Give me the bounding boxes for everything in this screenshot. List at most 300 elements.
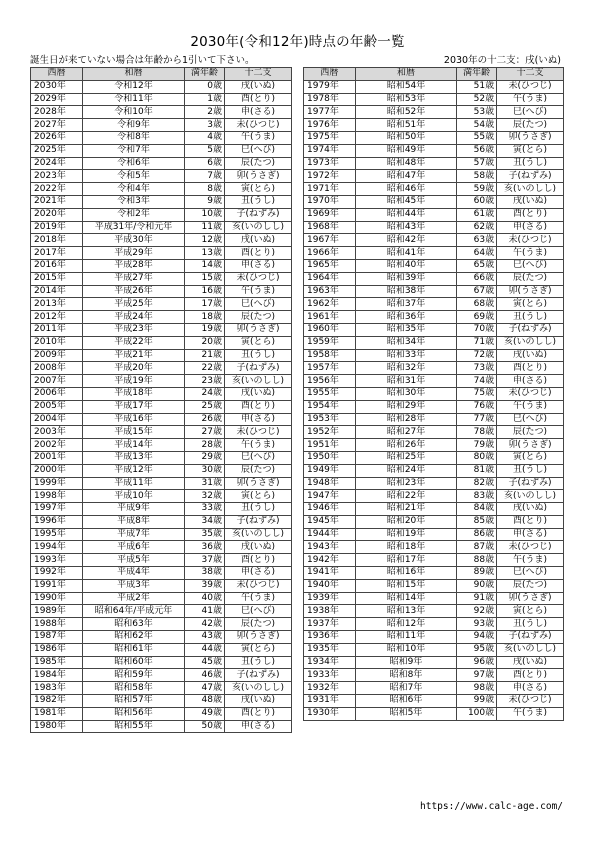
cell-japanese-era: 昭和62年 [83,631,185,644]
cell-age: 93歳 [457,618,497,631]
cell-zodiac: 子(ねずみ) [225,515,292,528]
cell-japanese-era: 平成16年 [83,413,185,426]
cell-japanese-era: 昭和53年 [355,93,456,106]
cell-age: 6歳 [185,157,225,170]
cell-japanese-era: 昭和58年 [83,682,185,695]
cell-japanese-era: 昭和11年 [355,631,456,644]
cell-western-year: 1983年 [31,682,83,695]
cell-western-year: 1930年 [304,707,356,720]
cell-zodiac: 巳(へび) [225,605,292,618]
cell-zodiac: 申(さる) [497,528,564,541]
cell-age: 68歳 [457,298,497,311]
table-row [31,426,292,439]
cell-western-year: 2011年 [31,323,83,336]
cell-japanese-era: 昭和18年 [355,541,456,554]
cell-western-year: 2002年 [31,439,83,452]
cell-japanese-era: 昭和8年 [355,669,456,682]
cell-age: 98歳 [457,682,497,695]
cell-western-year: 1946年 [304,503,356,516]
cell-western-year: 2006年 [31,387,83,400]
cell-japanese-era: 昭和33年 [355,349,456,362]
cell-western-year: 2029年 [31,93,83,106]
cell-japanese-era: 昭和25年 [355,451,456,464]
cell-western-year: 1991年 [31,579,83,592]
cell-age: 3歳 [185,119,225,132]
cell-age: 4歳 [185,131,225,144]
cell-age: 33歳 [185,503,225,516]
table-row [31,272,292,285]
cell-western-year: 1971年 [304,183,356,196]
table-row [304,695,564,708]
cell-western-year: 1941年 [304,567,356,580]
cell-age: 37歳 [185,554,225,567]
table-row [304,170,564,183]
cell-age: 52歳 [457,93,497,106]
cell-japanese-era: 平成25年 [83,298,185,311]
cell-japanese-era: 昭和13年 [355,605,456,618]
cell-zodiac: 丑(うし) [225,349,292,362]
cell-zodiac: 巳(へび) [225,144,292,157]
cell-age: 90歳 [457,579,497,592]
cell-age: 36歳 [185,541,225,554]
cell-western-year: 2009年 [31,349,83,362]
cell-zodiac: 卯(うさぎ) [225,323,292,336]
cell-age: 60歳 [457,195,497,208]
cell-japanese-era: 昭和46年 [355,183,456,196]
table-row [31,631,292,644]
cell-age: 63歳 [457,234,497,247]
cell-western-year: 2019年 [31,221,83,234]
cell-japanese-era: 昭和41年 [355,247,456,260]
cell-japanese-era: 昭和20年 [355,515,456,528]
cell-zodiac: 巳(へび) [497,567,564,580]
cell-japanese-era: 平成19年 [83,375,185,388]
cell-zodiac: 戌(いぬ) [497,503,564,516]
age-table-left [30,67,292,733]
cell-western-year: 2021年 [31,195,83,208]
cell-western-year: 2026年 [31,131,83,144]
cell-western-year: 2003年 [31,426,83,439]
cell-zodiac: 丑(うし) [497,618,564,631]
cell-western-year: 1957年 [304,362,356,375]
cell-age: 15歳 [185,272,225,285]
cell-zodiac: 亥(いのしし) [225,528,292,541]
table-row [31,349,292,362]
cell-zodiac: 丑(うし) [497,157,564,170]
cell-zodiac: 戌(いぬ) [497,349,564,362]
table-header-row [31,68,292,81]
cell-age: 20歳 [185,336,225,349]
cell-age: 62歳 [457,221,497,234]
cell-age: 86歳 [457,528,497,541]
cell-japanese-era: 平成29年 [83,247,185,260]
cell-age: 64歳 [457,247,497,260]
cell-japanese-era: 昭和60年 [83,656,185,669]
cell-zodiac: 申(さる) [497,375,564,388]
cell-japanese-era: 昭和52年 [355,106,456,119]
cell-japanese-era: 昭和15年 [355,579,456,592]
cell-zodiac: 午(うま) [497,93,564,106]
cell-zodiac: 丑(うし) [225,656,292,669]
cell-western-year: 1953年 [304,413,356,426]
cell-zodiac: 辰(たつ) [225,464,292,477]
cell-japanese-era: 昭和39年 [355,272,456,285]
cell-age: 45歳 [185,656,225,669]
cell-japanese-era: 昭和37年 [355,298,456,311]
cell-western-year: 2001年 [31,451,83,464]
table-row [304,413,564,426]
cell-age: 89歳 [457,567,497,580]
cell-japanese-era: 昭和42年 [355,234,456,247]
cell-japanese-era: 昭和45年 [355,195,456,208]
cell-japanese-era: 昭和9年 [355,656,456,669]
cell-western-year: 1977年 [304,106,356,119]
table-row [31,362,292,375]
cell-western-year: 1939年 [304,592,356,605]
cell-zodiac: 卯(うさぎ) [497,285,564,298]
cell-japanese-era: 平成20年 [83,362,185,375]
cell-japanese-era: 平成26年 [83,285,185,298]
age-table-left-body [31,80,292,733]
cell-japanese-era: 昭和63年 [83,618,185,631]
cell-zodiac: 未(ひつじ) [497,80,564,93]
cell-japanese-era: 昭和40年 [355,259,456,272]
cell-western-year: 1932年 [304,682,356,695]
cell-age: 28歳 [185,439,225,452]
cell-japanese-era: 平成17年 [83,400,185,413]
cell-age: 74歳 [457,375,497,388]
cell-zodiac: 卯(うさぎ) [497,592,564,605]
cell-western-year: 1951年 [304,439,356,452]
table-row [304,490,564,503]
cell-western-year: 1976年 [304,119,356,132]
cell-age: 26歳 [185,413,225,426]
table-row [31,541,292,554]
cell-age: 50歳 [185,720,225,733]
cell-japanese-era: 平成13年 [83,451,185,464]
cell-zodiac: 未(ひつじ) [225,579,292,592]
table-row [31,387,292,400]
cell-western-year: 1994年 [31,541,83,554]
table-row [304,119,564,132]
cell-western-year: 1974年 [304,144,356,157]
cell-japanese-era: 令和10年 [83,106,185,119]
cell-zodiac: 亥(いのしし) [225,375,292,388]
cell-age: 79歳 [457,439,497,452]
cell-japanese-era: 平成14年 [83,439,185,452]
cell-western-year: 1970年 [304,195,356,208]
cell-japanese-era: 平成9年 [83,503,185,516]
cell-zodiac: 巳(へび) [225,298,292,311]
cell-zodiac: 子(ねずみ) [497,477,564,490]
cell-zodiac: 午(うま) [225,592,292,605]
table-row [31,707,292,720]
cell-age: 99歳 [457,695,497,708]
table-row [31,464,292,477]
cell-age: 67歳 [457,285,497,298]
cell-age: 91歳 [457,592,497,605]
cell-age: 2歳 [185,106,225,119]
cell-western-year: 1935年 [304,643,356,656]
cell-japanese-era: 昭和14年 [355,592,456,605]
cell-zodiac: 午(うま) [497,247,564,260]
table-row [304,80,564,93]
cell-age: 95歳 [457,643,497,656]
cell-western-year: 1942年 [304,554,356,567]
cell-zodiac: 寅(とら) [497,605,564,618]
cell-age: 58歳 [457,170,497,183]
age-table-right-body [304,80,564,720]
cell-western-year: 1967年 [304,234,356,247]
footer-url[interactable]: https://www.calc-age.com/ [420,801,563,812]
cell-western-year: 1949年 [304,464,356,477]
table-row [31,413,292,426]
cell-zodiac: 未(ひつじ) [497,695,564,708]
table-row [304,541,564,554]
cell-japanese-era: 昭和6年 [355,695,456,708]
cell-western-year: 1963年 [304,285,356,298]
cell-japanese-era: 昭和28年 [355,413,456,426]
table-row [31,285,292,298]
cell-western-year: 1981年 [31,707,83,720]
cell-japanese-era: 令和3年 [83,195,185,208]
cell-age: 56歳 [457,144,497,157]
cell-western-year: 2013年 [31,298,83,311]
cell-western-year: 2028年 [31,106,83,119]
cell-western-year: 1950年 [304,451,356,464]
cell-age: 30歳 [185,464,225,477]
cell-japanese-era: 平成21年 [83,349,185,362]
cell-zodiac: 午(うま) [225,285,292,298]
cell-zodiac: 卯(うさぎ) [497,131,564,144]
cell-western-year: 1966年 [304,247,356,260]
cell-zodiac: 未(ひつじ) [225,426,292,439]
cell-zodiac: 未(ひつじ) [497,541,564,554]
cell-zodiac: 丑(うし) [225,195,292,208]
cell-western-year: 1934年 [304,656,356,669]
cell-zodiac: 午(うま) [497,400,564,413]
cell-age: 94歳 [457,631,497,644]
cell-zodiac: 酉(とり) [225,554,292,567]
cell-western-year: 1999年 [31,477,83,490]
table-row [304,144,564,157]
cell-western-year: 1982年 [31,695,83,708]
cell-age: 18歳 [185,311,225,324]
table-row [304,528,564,541]
cell-western-year: 2025年 [31,144,83,157]
table-row [31,720,292,733]
cell-zodiac: 酉(とり) [225,93,292,106]
cell-japanese-era: 昭和32年 [355,362,456,375]
cell-japanese-era: 昭和51年 [355,119,456,132]
cell-western-year: 2027年 [31,119,83,132]
table-row [304,631,564,644]
cell-japanese-era: 令和4年 [83,183,185,196]
cell-japanese-era: 昭和29年 [355,400,456,413]
cell-western-year: 1998年 [31,490,83,503]
cell-age: 65歳 [457,259,497,272]
cell-japanese-era: 昭和64年/平成元年 [83,605,185,618]
cell-age: 71歳 [457,336,497,349]
cell-western-year: 1943年 [304,541,356,554]
cell-western-year: 1962年 [304,298,356,311]
cell-japanese-era: 平成5年 [83,554,185,567]
cell-japanese-era: 昭和34年 [355,336,456,349]
cell-zodiac: 申(さる) [225,720,292,733]
cell-japanese-era: 令和5年 [83,170,185,183]
table-row [31,618,292,631]
cell-western-year: 1961年 [304,311,356,324]
cell-age: 5歳 [185,144,225,157]
cell-japanese-era: 昭和5年 [355,707,456,720]
cell-age: 11歳 [185,221,225,234]
cell-western-year: 1965年 [304,259,356,272]
cell-japanese-era: 昭和17年 [355,554,456,567]
cell-japanese-era: 昭和30年 [355,387,456,400]
table-row [304,605,564,618]
cell-age: 10歳 [185,208,225,221]
cell-zodiac: 酉(とり) [497,515,564,528]
cell-zodiac: 巳(へび) [225,451,292,464]
cell-zodiac: 亥(いのしし) [497,490,564,503]
cell-zodiac: 午(うま) [497,707,564,720]
cell-zodiac: 申(さる) [497,221,564,234]
cell-western-year: 1938年 [304,605,356,618]
cell-western-year: 2000年 [31,464,83,477]
cell-zodiac: 申(さる) [225,259,292,272]
cell-zodiac: 巳(へび) [497,259,564,272]
cell-age: 9歳 [185,195,225,208]
cell-western-year: 1988年 [31,618,83,631]
cell-age: 13歳 [185,247,225,260]
cell-age: 49歳 [185,707,225,720]
cell-western-year: 2012年 [31,311,83,324]
table-row [304,247,564,260]
cell-zodiac: 子(ねずみ) [497,323,564,336]
table-row [304,387,564,400]
cell-age: 87歳 [457,541,497,554]
cell-japanese-era: 平成23年 [83,323,185,336]
table-row [304,515,564,528]
cell-western-year: 2005年 [31,400,83,413]
cell-western-year: 1980年 [31,720,83,733]
cell-western-year: 2020年 [31,208,83,221]
table-row [304,183,564,196]
table-row [304,400,564,413]
table-row [304,643,564,656]
table-row [304,362,564,375]
cell-age: 34歳 [185,515,225,528]
cell-japanese-era: 昭和31年 [355,375,456,388]
cell-japanese-era: 平成30年 [83,234,185,247]
cell-western-year: 2018年 [31,234,83,247]
table-row [304,464,564,477]
cell-japanese-era: 令和12年 [83,80,185,93]
cell-age: 40歳 [185,592,225,605]
cell-japanese-era: 昭和57年 [83,695,185,708]
cell-age: 73歳 [457,362,497,375]
table-row [304,311,564,324]
cell-age: 31歳 [185,477,225,490]
cell-zodiac: 辰(たつ) [225,311,292,324]
table-row [304,234,564,247]
cell-western-year: 1944年 [304,528,356,541]
table-row [304,106,564,119]
cell-age: 54歳 [457,119,497,132]
cell-western-year: 1985年 [31,656,83,669]
cell-zodiac: 申(さる) [225,413,292,426]
cell-western-year: 2010年 [31,336,83,349]
cell-japanese-era: 昭和55年 [83,720,185,733]
cell-japanese-era: 昭和56年 [83,707,185,720]
cell-zodiac: 午(うま) [497,554,564,567]
cell-western-year: 1972年 [304,170,356,183]
cell-zodiac: 巳(へび) [497,106,564,119]
table-row [31,131,292,144]
table-row [304,554,564,567]
cell-age: 72歳 [457,349,497,362]
cell-zodiac: 酉(とり) [225,247,292,260]
cell-zodiac: 丑(うし) [497,311,564,324]
cell-age: 100歳 [457,707,497,720]
cell-zodiac: 寅(とら) [225,643,292,656]
cell-japanese-era: 昭和10年 [355,643,456,656]
table-row [31,298,292,311]
cell-age: 8歳 [185,183,225,196]
cell-japanese-era: 昭和36年 [355,311,456,324]
cell-western-year: 1984年 [31,669,83,682]
table-header-row [304,68,564,81]
cell-western-year: 1979年 [304,80,356,93]
cell-western-year: 1947年 [304,490,356,503]
cell-age: 41歳 [185,605,225,618]
cell-age: 27歳 [185,426,225,439]
cell-age: 17歳 [185,298,225,311]
cell-zodiac: 子(ねずみ) [225,669,292,682]
cell-zodiac: 寅(とら) [497,144,564,157]
header-japanese-era: 和暦 [83,68,185,81]
cell-zodiac: 亥(いのしし) [497,643,564,656]
cell-japanese-era: 昭和49年 [355,144,456,157]
cell-japanese-era: 昭和47年 [355,170,456,183]
cell-zodiac: 戌(いぬ) [225,387,292,400]
table-row [304,208,564,221]
cell-age: 48歳 [185,695,225,708]
table-row [31,490,292,503]
table-row [304,503,564,516]
cell-zodiac: 亥(いのしし) [225,221,292,234]
cell-age: 35歳 [185,528,225,541]
cell-japanese-era: 平成11年 [83,477,185,490]
cell-japanese-era: 昭和35年 [355,323,456,336]
table-row [304,579,564,592]
table-row [304,656,564,669]
cell-age: 1歳 [185,93,225,106]
cell-western-year: 1948年 [304,477,356,490]
header-age: 満年齢 [457,68,497,81]
table-row [31,221,292,234]
cell-western-year: 1958年 [304,349,356,362]
table-row [31,451,292,464]
table-row [31,400,292,413]
cell-zodiac: 午(うま) [225,439,292,452]
table-row [31,119,292,132]
cell-age: 83歳 [457,490,497,503]
cell-japanese-era: 平成3年 [83,579,185,592]
cell-age: 25歳 [185,400,225,413]
cell-western-year: 2030年 [31,80,83,93]
cell-japanese-era: 昭和23年 [355,477,456,490]
